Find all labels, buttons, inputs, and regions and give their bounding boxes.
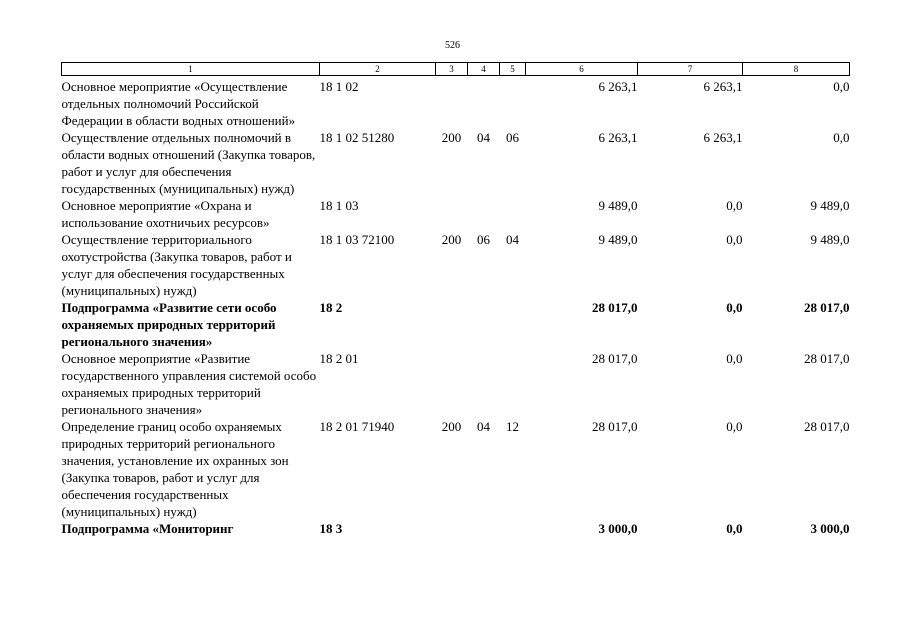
row-col4 <box>468 350 500 418</box>
row-col4 <box>468 520 500 537</box>
row-code: 18 1 03 72100 <box>319 232 395 247</box>
column-header-3: 3 <box>436 63 468 76</box>
row-col5 <box>500 299 526 350</box>
row-value-7: 0,0 <box>726 300 743 315</box>
table-row <box>62 231 850 299</box>
row-col3 <box>436 197 468 231</box>
row-name: Подпрограмма «Развитие сети особо охраняемых природных территорий регионального значения» <box>61 300 277 349</box>
table-body <box>62 76 850 538</box>
row-value-8: 28 017,0 <box>804 419 850 434</box>
row-col4: 04 <box>477 130 490 145</box>
row-col3 <box>436 76 468 130</box>
row-value-6: 3 000,0 <box>598 521 638 536</box>
row-col4: 04 <box>477 419 490 434</box>
row-value-6: 6 263,1 <box>598 79 638 94</box>
row-col3: 200 <box>441 232 462 247</box>
table-row <box>62 129 850 197</box>
row-col5 <box>500 350 526 418</box>
row-name: Основное мероприятие «Охрана и использование охотничьих ресурсов» <box>61 198 270 230</box>
row-col3 <box>436 350 468 418</box>
row-name: Подпрограмма «Мониторинг <box>61 521 234 536</box>
column-header-5: 5 <box>500 63 526 76</box>
row-col3: 200 <box>441 130 462 145</box>
row-name: Осуществление территориального охотустройства (Закупка товаров, работ и услуг для обеспечения государственных (муниципальных) нужд) <box>61 232 292 298</box>
row-value-6: 6 263,1 <box>598 130 638 145</box>
column-header-6: 6 <box>526 63 638 76</box>
row-col3: 200 <box>441 419 462 434</box>
row-value-7: 0,0 <box>726 232 743 247</box>
table-row <box>62 418 850 520</box>
row-col4 <box>468 76 500 130</box>
row-code: 18 2 <box>319 300 343 315</box>
row-code: 18 1 03 <box>319 198 359 213</box>
row-value-6: 9 489,0 <box>598 198 638 213</box>
row-value-8: 28 017,0 <box>804 351 850 366</box>
column-header-8: 8 <box>743 63 850 76</box>
row-col5: 06 <box>506 130 519 145</box>
row-col5 <box>500 197 526 231</box>
row-value-8: 9 489,0 <box>810 232 850 247</box>
row-code: 18 1 02 51280 <box>319 130 395 145</box>
row-col3 <box>436 299 468 350</box>
row-code: 18 3 <box>319 521 343 536</box>
table-row <box>62 299 850 350</box>
row-value-6: 28 017,0 <box>592 419 638 434</box>
row-value-6: 28 017,0 <box>592 351 638 366</box>
row-col5 <box>500 76 526 130</box>
row-col4 <box>468 299 500 350</box>
row-name: Основное мероприятие «Развитие государственного управления системой особо охраняемых природных территорий регионального значения» <box>61 351 317 417</box>
budget-table <box>61 62 850 537</box>
row-name: Основное мероприятие «Осуществление отдельных полномочий Российской Федерации в области водных отношений» <box>61 79 296 128</box>
column-header-1: 1 <box>62 63 320 76</box>
row-value-8: 0,0 <box>833 130 850 145</box>
column-header-7: 7 <box>638 63 743 76</box>
row-value-7: 6 263,1 <box>703 130 743 145</box>
row-col5: 04 <box>506 232 519 247</box>
row-value-6: 28 017,0 <box>592 300 638 315</box>
row-name: Осуществление отдельных полномочий в области водных отношений (Закупка товаров, работ и услуг для обеспечения государственных (муниципальных) нужд) <box>61 130 316 196</box>
table-row <box>62 76 850 130</box>
row-value-8: 3 000,0 <box>810 521 850 536</box>
row-col5: 12 <box>506 419 519 434</box>
column-header-4: 4 <box>468 63 500 76</box>
row-code: 18 1 02 <box>319 79 359 94</box>
row-col4 <box>468 197 500 231</box>
row-col5 <box>500 520 526 537</box>
row-value-7: 6 263,1 <box>703 79 743 94</box>
row-value-7: 0,0 <box>726 521 743 536</box>
row-value-7: 0,0 <box>726 198 743 213</box>
table-header <box>62 63 850 76</box>
page-number: 526 <box>445 40 460 51</box>
row-value-7: 0,0 <box>726 351 743 366</box>
row-value-8: 9 489,0 <box>810 198 850 213</box>
row-value-8: 28 017,0 <box>804 300 850 315</box>
table-row <box>62 350 850 418</box>
row-value-6: 9 489,0 <box>598 232 638 247</box>
table-row <box>62 520 850 537</box>
row-col3 <box>436 520 468 537</box>
table-row <box>62 197 850 231</box>
row-col4: 06 <box>477 232 490 247</box>
row-code: 18 2 01 <box>319 351 359 366</box>
row-value-7: 0,0 <box>726 419 743 434</box>
column-header-2: 2 <box>320 63 436 76</box>
row-name: Определение границ особо охраняемых природных территорий регионального значения, установление их охранных зон (Закупка товаров, работ и услуг для обеспечения государственных (муниципальных) нужд) <box>61 419 289 519</box>
row-code: 18 2 01 71940 <box>319 419 395 434</box>
row-value-8: 0,0 <box>833 79 850 94</box>
